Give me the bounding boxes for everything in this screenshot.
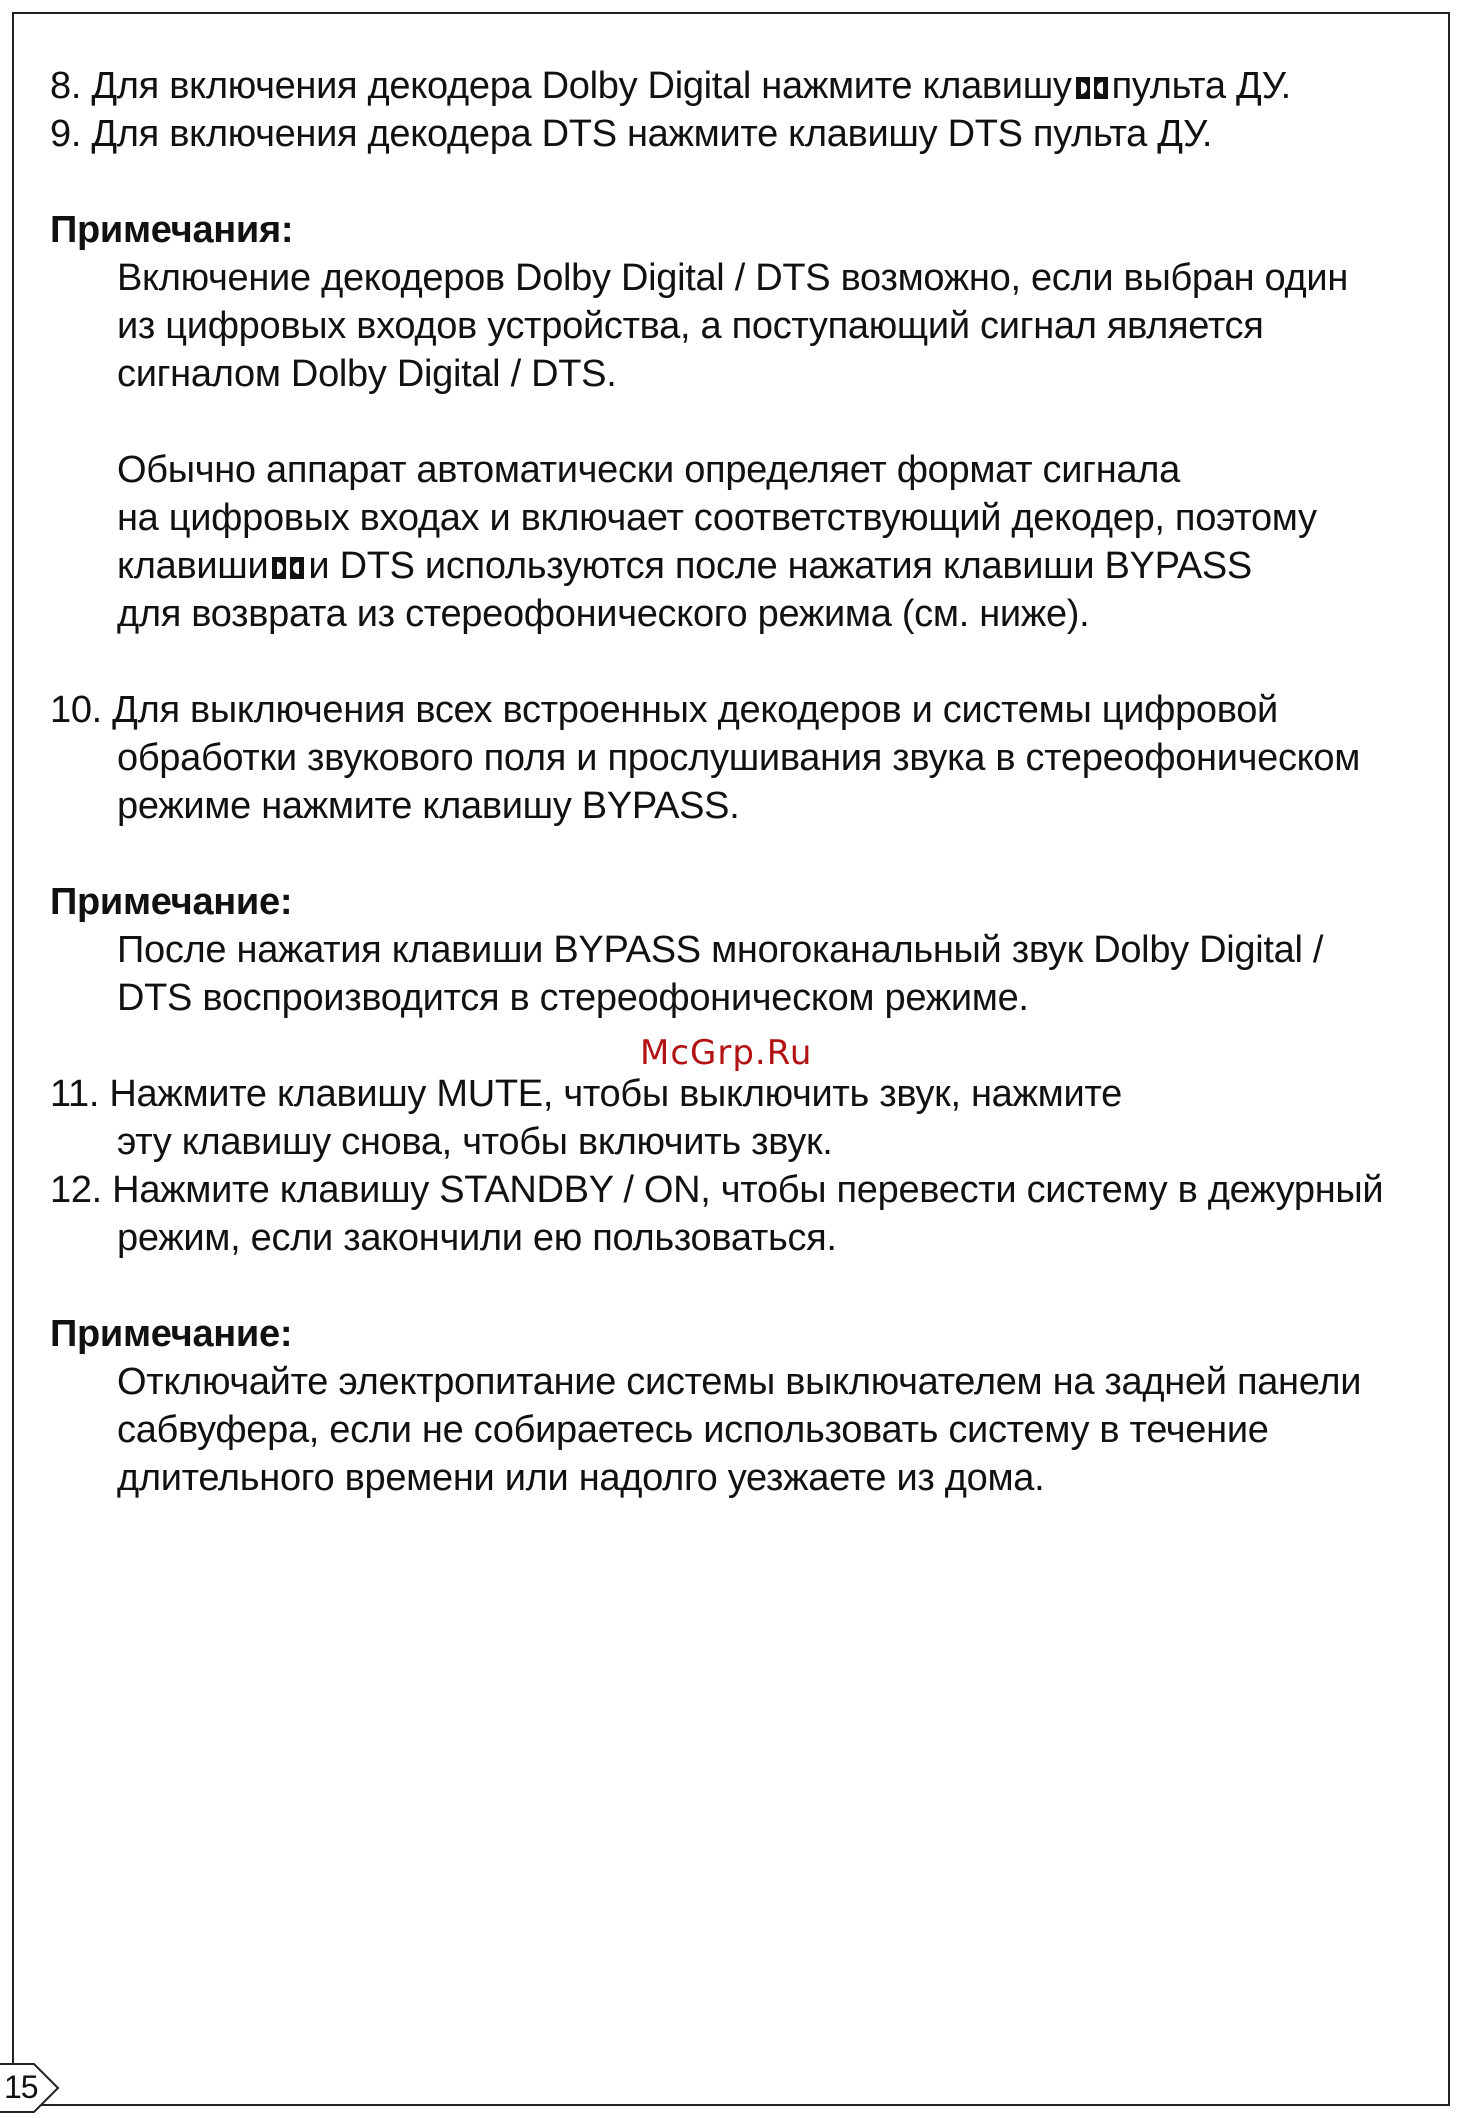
note-1-line: сигналом Dolby Digital / DTS. xyxy=(117,353,617,395)
note-2-line: клавиши и DTS используются после нажатия клавиши BYPASS xyxy=(117,545,1252,587)
notes-heading-1: Примечания: xyxy=(50,209,294,251)
note-4-line: Отключайте электропитание системы выключателем на задней панели xyxy=(117,1361,1362,1403)
page-number: 15 xyxy=(4,2069,38,2105)
watermark: McGrp.Ru xyxy=(640,1033,813,1073)
item-12: 12. Нажмите клавишу STANDBY / ON, чтобы перевести систему в дежурный xyxy=(50,1169,1384,1211)
note-4-line: сабвуфера, если не собираетесь использовать систему в течение xyxy=(117,1409,1269,1451)
notes-heading-3: Примечание: xyxy=(50,1313,293,1355)
document-body xyxy=(50,62,1440,1502)
notes-heading-2: Примечание: xyxy=(50,881,293,923)
note-2-line: для возврата из стереофонического режима (см. ниже). xyxy=(117,593,1090,635)
note-2-line: на цифровых входах и включает соответствующий декодер, поэтому xyxy=(117,497,1317,539)
item-12-cont: режим, если закончили ею пользоваться. xyxy=(117,1217,837,1259)
item-11-cont: эту клавишу снова, чтобы включить звук. xyxy=(117,1121,833,1163)
item-10: 10. Для выключения всех встроенных декодеров и системы цифровой xyxy=(50,689,1278,731)
note-1-line: Включение декодеров Dolby Digital / DTS возможно, если выбран один xyxy=(117,257,1349,299)
item-8: 8. Для включения декодера Dolby Digital нажмите клавишу пульта ДУ. xyxy=(50,65,1291,107)
note-4-line: длительного времени или надолго уезжаете из дома. xyxy=(117,1457,1045,1499)
item-10-cont: режиме нажмите клавишу BYPASS. xyxy=(117,785,740,827)
dolby-double-d-icon xyxy=(272,557,304,579)
item-11: 11. Нажмите клавишу MUTE, чтобы выключить звук, нажмите xyxy=(50,1073,1122,1115)
dolby-double-d-icon xyxy=(1076,77,1108,99)
item-10-cont: обработки звукового поля и прослушивания звука в стереофоническом xyxy=(117,737,1361,779)
item-9: 9. Для включения декодера DTS нажмите клавишу DTS пульта ДУ. xyxy=(50,113,1213,155)
note-2-line: Обычно аппарат автоматически определяет формат сигнала xyxy=(117,449,1180,491)
note-3-line: После нажатия клавиши BYPASS многоканальный звук Dolby Digital / xyxy=(117,929,1324,971)
note-3-line: DTS воспроизводится в стереофоническом режиме. xyxy=(117,977,1029,1019)
note-1-line: из цифровых входов устройства, а поступающий сигнал является xyxy=(117,305,1264,347)
